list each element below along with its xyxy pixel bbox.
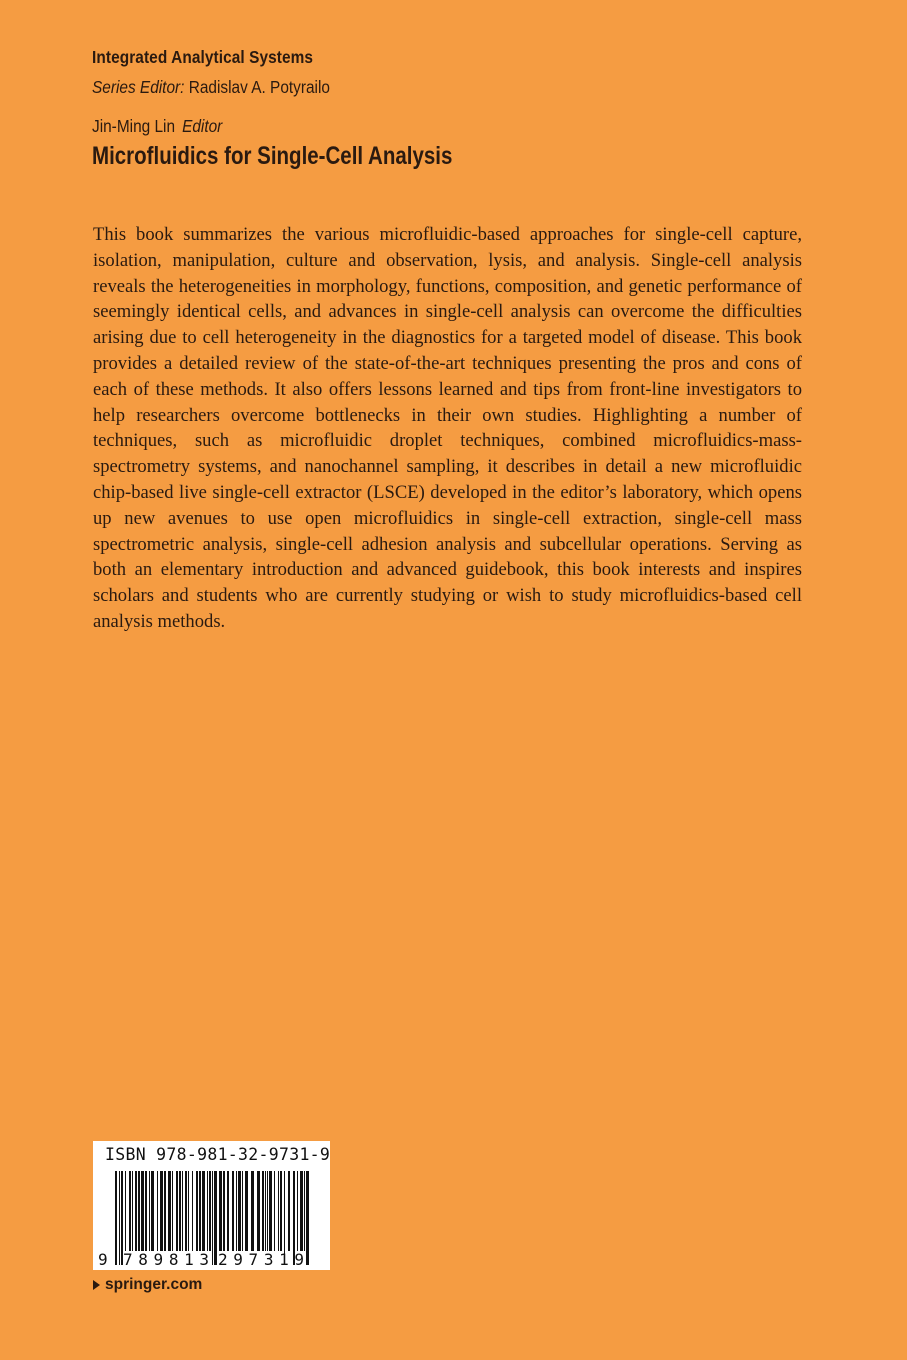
book-editor-role: Editor <box>182 116 223 136</box>
barcode-bar <box>209 1171 211 1251</box>
barcode-bar <box>151 1171 154 1251</box>
series-title: Integrated Analytical Systems <box>92 47 314 67</box>
barcode-bar <box>164 1171 166 1251</box>
barcode-bar <box>306 1171 309 1265</box>
springer-link[interactable] <box>93 1276 202 1294</box>
barcode-bar <box>202 1171 205 1251</box>
barcode-bar <box>199 1171 201 1251</box>
barcode-bar <box>168 1171 171 1251</box>
barcode-bar <box>251 1171 254 1251</box>
barcode-bar <box>125 1171 126 1251</box>
barcode-bar <box>179 1171 181 1251</box>
barcode-bar <box>192 1171 193 1251</box>
series-editor <box>92 77 330 98</box>
barcode-bar <box>227 1171 229 1251</box>
series-editor-role: Series Editor: <box>92 77 185 97</box>
barcode-bar <box>280 1171 282 1251</box>
barcode-bar <box>297 1171 298 1251</box>
barcode-bar <box>132 1171 133 1251</box>
barcode-bar <box>269 1171 272 1251</box>
barcode-bar <box>300 1171 303 1251</box>
barcode-bar <box>138 1171 140 1251</box>
barcode-bar <box>232 1171 234 1251</box>
barcode-bar <box>176 1171 178 1251</box>
barcode-bar <box>238 1171 241 1251</box>
barcode-bar <box>172 1171 173 1251</box>
barcode-bar <box>274 1171 275 1251</box>
barcode-bar <box>267 1171 268 1251</box>
springer-url: springer.com <box>105 1276 203 1293</box>
book-title: Microfluidics for Single-Cell Analysis <box>92 142 453 170</box>
barcode-bar <box>212 1171 213 1265</box>
barcode-bar <box>182 1171 183 1251</box>
series-editor-name: Radislav A. Potyrailo <box>188 77 330 97</box>
barcode-bar <box>157 1171 158 1251</box>
barcode-bar <box>257 1171 260 1251</box>
barcode-bar <box>135 1171 137 1251</box>
barcode-bar <box>242 1171 243 1251</box>
barcode-right-digits: 297319 <box>218 1250 304 1269</box>
barcode-bar <box>207 1171 208 1251</box>
barcode-icon <box>93 1141 330 1270</box>
barcode-bar <box>129 1171 131 1251</box>
barcode-bar <box>119 1171 120 1265</box>
barcode-bar <box>149 1171 150 1251</box>
barcode-bar <box>141 1171 144 1251</box>
barcode-bar <box>196 1171 198 1251</box>
triangle-right-icon <box>93 1280 100 1290</box>
barcode-bar <box>304 1171 305 1251</box>
barcode-bar <box>278 1171 279 1251</box>
barcode-bar <box>265 1171 266 1251</box>
barcode-left-digits: 789813 <box>123 1250 209 1269</box>
barcode-bar <box>145 1171 147 1251</box>
barcode-bar <box>223 1171 225 1251</box>
book-editor-name: Jin-Ming Lin <box>92 116 176 136</box>
barcode-bar <box>288 1171 290 1251</box>
barcode-bar <box>236 1171 237 1251</box>
barcode-box <box>93 1141 330 1270</box>
barcode-bar <box>262 1171 264 1251</box>
barcode-bar <box>219 1171 222 1251</box>
isbn-label: ISBN 978-981-32-9731-9 <box>105 1145 331 1164</box>
barcode-bar <box>160 1171 163 1251</box>
barcode-bar <box>188 1171 189 1251</box>
book-editor <box>92 116 222 137</box>
barcode-first-digit: 9 <box>98 1250 108 1269</box>
barcode-bar <box>245 1171 248 1251</box>
barcode-bar <box>214 1171 217 1265</box>
barcode-bar <box>185 1171 187 1251</box>
barcode-bar <box>115 1171 117 1265</box>
book-blurb: This book summarizes the various microfluidic-based approaches for single-cell capture, isolation, manipulation, culture and observation, lysis, and analysis. Single-cell analysis reveals the heterogeneities in morphology, functions, composition, and genetic performance of seemingly identical cells, and advances in single-cell analysis can overcome the difficulties arising due to cell heterogeneity in the diagnostics for a targeted model of disease. This book provides a detailed review of the state-of-the-art techniques presenting the pros and cons of each of these methods. It also offers lessons learned and tips from front-line investigators to help researchers overcome bottlenecks in their own studies. Highlighting a number of techniques, such as microfluidic droplet techniques, combined microfluidics-mass-spectrometry systems, and nanochannel sampling, it describes in detail a new microfluidic chip-based live single-cell extractor (LSCE) developed in the editor’s laboratory, which opens up new avenues to use open microfluidics in single-cell extraction, single-cell mass spectrometric analysis, single-cell adhesion analysis and subcellular operations. Serving as both an elementary introduction and advanced guidebook, this book interests and inspires scholars and students who are currently studying or wish to study microfluidics-based cell analysis methods. <box>93 224 802 632</box>
